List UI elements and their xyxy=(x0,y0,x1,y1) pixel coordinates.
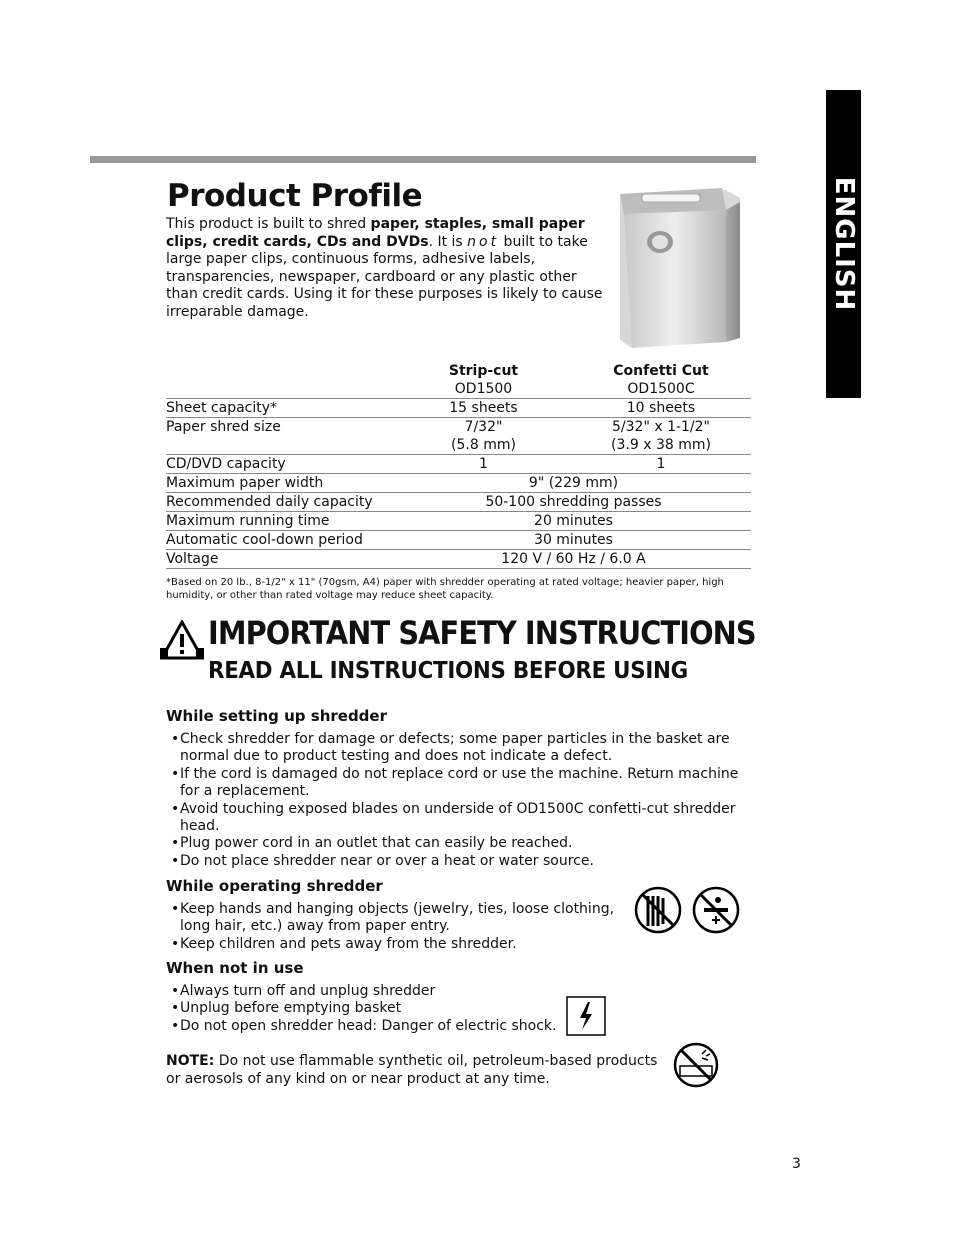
operating-list xyxy=(166,901,626,953)
table-cell: 1 xyxy=(396,455,571,474)
setup-heading: While setting up shredder xyxy=(166,707,387,725)
table-row xyxy=(166,531,751,550)
table-cell xyxy=(166,380,396,399)
table-row-label: Maximum running time xyxy=(166,512,396,531)
table-row xyxy=(166,550,751,569)
no-aerosol-warning-icon xyxy=(672,1042,720,1088)
no-hands-warning-icon xyxy=(634,886,682,934)
table-row-label: Automatic cool-down period xyxy=(166,531,396,550)
table-row-label: Sheet capacity* xyxy=(166,399,396,418)
not-in-use-heading: When not in use xyxy=(166,959,304,977)
intro-bold-text: paper, staples, small paper clips, credit cards, CDs and DVDs xyxy=(166,216,585,250)
warning-triangle-icon xyxy=(160,620,204,660)
table-header-row xyxy=(166,362,751,380)
list-item: • Keep children and pets away from the shredder. xyxy=(166,936,626,953)
table-row xyxy=(166,493,751,512)
setup-list xyxy=(166,731,751,870)
intro-emphasis: not xyxy=(467,233,500,250)
table-cell: 5/32" x 1-1/2" xyxy=(612,419,710,435)
language-tab xyxy=(826,90,861,398)
list-item: • If the cord is damaged do not replace cord or use the machine. Return machine for a replacement. xyxy=(166,766,751,801)
table-cell: 10 sheets xyxy=(571,399,751,418)
operating-heading: While operating shredder xyxy=(166,877,383,895)
table-row xyxy=(166,399,751,418)
table-header-cell: Confetti Cut xyxy=(613,363,709,379)
safety-subtitle: READ ALL INSTRUCTIONS BEFORE USING xyxy=(208,658,688,684)
table-cell-merged: 30 minutes xyxy=(396,531,751,550)
table-cell: 1 xyxy=(571,455,751,474)
safety-title: IMPORTANT SAFETY INSTRUCTIONS xyxy=(208,614,756,652)
product-description xyxy=(166,216,606,322)
table-cell xyxy=(166,436,396,455)
table-cell: (3.9 x 38 mm) xyxy=(571,436,751,455)
specifications-table xyxy=(166,362,751,569)
language-tab-label: ENGLISH xyxy=(828,176,859,312)
not-in-use-list xyxy=(166,983,566,1035)
table-row xyxy=(166,512,751,531)
note-label: NOTE: xyxy=(166,1053,215,1069)
table-cell-merged: 50-100 shredding passes xyxy=(396,493,751,512)
table-row-label: CD/DVD capacity xyxy=(166,455,396,474)
table-header-cell: Strip-cut xyxy=(448,363,519,379)
table-row-label: Voltage xyxy=(166,550,396,569)
list-item: • Unplug before emptying basket xyxy=(166,1000,566,1017)
table-cell: 7/32" xyxy=(464,419,503,435)
list-item: • Do not open shredder head: Danger of electric shock. xyxy=(166,1018,566,1035)
table-row xyxy=(166,455,751,474)
list-item: • Plug power cord in an outlet that can easily be reached. xyxy=(166,835,751,852)
table-row xyxy=(166,474,751,493)
table-cell: OD1500C xyxy=(571,380,751,399)
table-row-label: Recommended daily capacity xyxy=(166,493,396,512)
list-item: • Keep hands and hanging objects (jewelry, ties, loose clothing, long hair, etc.) away from paper entry. xyxy=(166,901,626,936)
table-cell: OD1500 xyxy=(396,380,571,399)
table-row-continued xyxy=(166,436,751,455)
shredder-product-image xyxy=(614,180,742,348)
table-cell: (5.8 mm) xyxy=(396,436,571,455)
electric-shock-warning-icon xyxy=(566,996,606,1036)
intro-text: . It is xyxy=(428,233,468,250)
no-children-warning-icon xyxy=(692,886,740,934)
list-item: • Check shredder for damage or defects; some paper particles in the basket are normal due to product testing and does not indicate a defect. xyxy=(166,731,751,766)
list-item: • Do not place shredder near or over a heat or water source. xyxy=(166,853,751,870)
table-cell-merged: 120 V / 60 Hz / 6.0 A xyxy=(396,550,751,569)
table-cell: 15 sheets xyxy=(396,399,571,418)
flammable-note xyxy=(166,1052,676,1088)
page-title: Product Profile xyxy=(167,178,423,214)
table-cell-merged: 20 minutes xyxy=(396,512,751,531)
table-model-row xyxy=(166,380,751,399)
table-cell-merged: 9" (229 mm) xyxy=(396,474,751,493)
table-row-label: Paper shred size xyxy=(166,419,281,435)
table-row-label: Maximum paper width xyxy=(166,474,396,493)
list-item: • Always turn off and unplug shredder xyxy=(166,983,566,1000)
table-footnote: *Based on 20 lb., 8-1/2" x 11" (70gsm, A4) paper with shredder operating at rated voltage; heavier paper, high humidity, or other than rated voltage may reduce sheet capacity. xyxy=(166,577,724,601)
page-number: 3 xyxy=(792,1156,801,1172)
intro-text: This product is built to shred xyxy=(166,216,371,232)
table-row xyxy=(166,418,751,437)
list-item: • Avoid touching exposed blades on underside of OD1500C confetti-cut shredder head. xyxy=(166,801,751,836)
top-rule xyxy=(90,156,756,163)
intro-text: built to take large paper clips, continuous forms, adhesive labels, transparencies, newspaper, cardboard or any plastic other than credit cards. Using it for these purposes is likely to cause irreparable damage. xyxy=(166,233,603,320)
note-text: Do not use flammable synthetic oil, petroleum-based products or aerosols of any kind on or near product at any time. xyxy=(166,1053,658,1087)
table-header-cell xyxy=(166,362,396,380)
